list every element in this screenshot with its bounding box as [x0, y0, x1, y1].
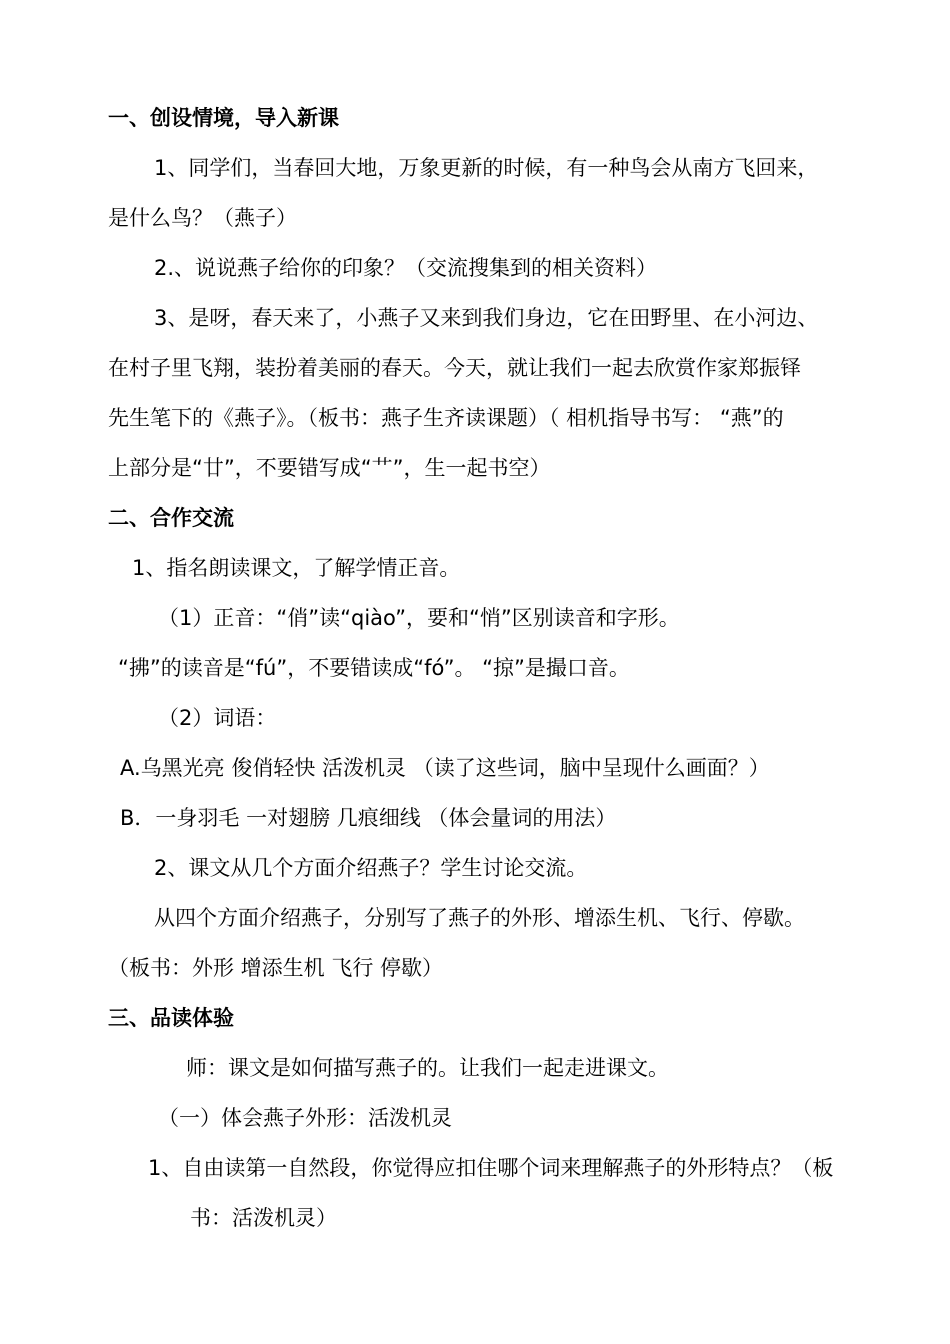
paragraph-line: 在村子里飞翔，装扮着美丽的春天。今天，就让我们一起去欣赏作家郑振铎: [108, 356, 801, 380]
paragraph-line: 是什么鸟？（燕子）: [108, 206, 297, 230]
paragraph-line: （2）词语：: [158, 706, 277, 730]
section-heading-3: 三、品读体验: [108, 1006, 234, 1030]
paragraph-line: 1、自由读第一自然段，你觉得应扣住哪个词来理解燕子的外形特点？（板: [148, 1156, 834, 1180]
paragraph-line: 2.、说说燕子给你的印象？（交流搜集到的相关资料）: [154, 256, 658, 280]
paragraph-line: 1、同学们，当春回大地，万象更新的时候，有一种鸟会从南方飞回来，: [154, 156, 819, 180]
paragraph-line: 先生笔下的《燕子》。（板书：燕子生齐读课题）（ 相机指导书写： “燕”的: [108, 406, 784, 430]
paragraph-line: 书：活泼机灵）: [190, 1206, 337, 1230]
paragraph-line: A.乌黑光亮 俊俏轻快 活泼机灵 （读了这些词，脑中呈现什么画面？）: [120, 756, 770, 780]
paragraph-line: B．一身羽毛 一对翅膀 几痕细线 （体会量词的用法）: [120, 806, 617, 830]
paragraph-line: 3、是呀，春天来了，小燕子又来到我们身边，它在田野里、在小河边、: [154, 306, 819, 330]
paragraph-line: 1、指名朗读课文，了解学情正音。: [132, 556, 461, 580]
paragraph-line: 师：课文是如何描写燕子的。让我们一起走进课文。: [186, 1056, 669, 1080]
paragraph-line: （板书：外形 增添生机 飞行 停歇）: [108, 956, 444, 980]
paragraph-line: （一）体会燕子外形：活泼机灵: [158, 1106, 452, 1130]
paragraph-line: （1）正音：“俏”读“qiào”，要和“悄”区别读音和字形。: [158, 606, 680, 630]
section-heading-1: 一、创设情境，导入新课: [108, 106, 339, 130]
paragraph-line: 2、课文从几个方面介绍燕子？学生讨论交流。: [154, 856, 588, 880]
section-heading-2: 二、合作交流: [108, 506, 234, 530]
paragraph-line: “拂”的读音是“fú”，不要错读成“fó”。 “掠”是撮口音。: [118, 656, 630, 680]
paragraph-line: 上部分是“廿”，不要错写成“艹”，生一起书空）: [108, 456, 551, 480]
paragraph-line: 从四个方面介绍燕子，分别写了燕子的外形、增添生机、飞行、停歇。: [154, 906, 805, 930]
